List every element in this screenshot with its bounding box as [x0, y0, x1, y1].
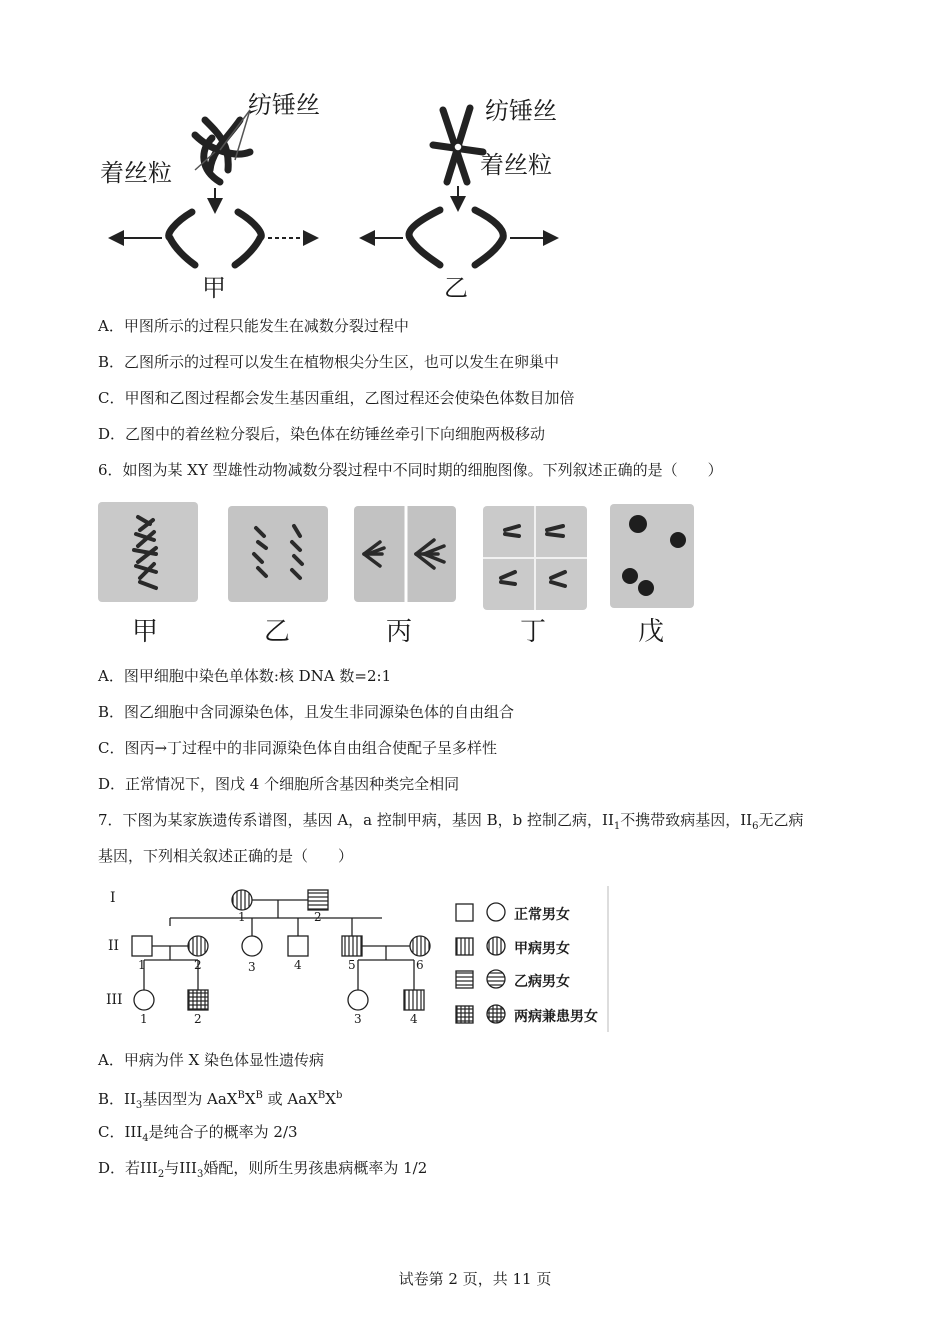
q7-option-c: C．$III_4$是纯合子的概率为 2/3	[98, 1123, 298, 1144]
pedigree-chart	[100, 884, 612, 1034]
cell-photo-yi	[228, 506, 328, 602]
num-III-3: 3	[354, 1012, 362, 1026]
num-II-3: 3	[248, 960, 256, 974]
num-I-1: 1	[238, 910, 246, 924]
caption-wu-q6: 戊	[638, 617, 665, 647]
num-I-2: 2	[314, 910, 322, 924]
q7-stem-line2: 基因，下列相关叙述正确的是（ ）	[98, 847, 354, 865]
q6-stem: 6．如图为某 XY 型雄性动物减数分裂过程中不同时期的细胞图像。下列叙述正确的是（ ）	[98, 461, 723, 479]
spindle-label-yi: 纺锤丝	[485, 97, 557, 125]
q5-option-d: D．乙图中的着丝粒分裂后，染色体在纺锤丝牵引下向细胞两极移动	[98, 425, 546, 443]
q7-stem-line1: 7．下图为某家族遗传系谱图，基因 A，a 控制甲病，基因 B，b 控制乙病，$II_1$不携带致病基因，$II_6$无乙病	[98, 811, 804, 832]
num-III-4: 4	[410, 1012, 418, 1026]
legend-both: 两病兼患男女	[514, 1009, 598, 1025]
chromosome-diagram-yi	[355, 90, 595, 305]
q5-option-a: A．甲图所示的过程只能发生在减数分裂过程中	[98, 317, 409, 335]
figure-q5	[100, 90, 580, 305]
q5-option-c: C．甲图和乙图过程都会发生基因重组，乙图过程还会使染色体数目加倍	[98, 389, 575, 407]
cell-photo-jia	[98, 502, 198, 602]
q7-option-d: D．若$III_2$与$III_3$婚配，则所生男孩患病概率为 1/2	[98, 1159, 428, 1180]
centromere-label-jia: 着丝粒	[100, 159, 172, 187]
spindle-label-jia: 纺锤丝	[248, 91, 320, 119]
cell-photo-ding	[483, 506, 587, 610]
num-II-1: 1	[138, 958, 146, 972]
caption-jia-q6: 甲	[132, 617, 159, 647]
num-II-4: 4	[294, 958, 302, 972]
gen-label-3: III	[106, 992, 123, 1008]
page-footer: 试卷第 2 页，共 11 页	[398, 1270, 552, 1288]
caption-yi: 乙	[444, 274, 468, 302]
gen-label-1: I	[110, 890, 116, 906]
centromere-label-yi: 着丝粒	[480, 151, 552, 179]
chromosome-diagram-jia	[100, 90, 340, 305]
caption-ding-q6: 丁	[520, 617, 547, 647]
legend-normal: 正常男女	[514, 907, 570, 923]
num-II-5: 5	[348, 958, 356, 972]
legend-jia: 甲病男女	[514, 941, 570, 957]
gen-label-2: II	[108, 938, 120, 954]
q6-option-d: D．正常情况下，图戊 4 个细胞所含基因种类完全相同	[98, 775, 460, 793]
q7-option-b: B．$II_3$基因型为 $AaX^BX^B$ 或 $AaX^BX^b$	[98, 1090, 343, 1111]
q6-option-c: C．图丙→丁过程中的非同源染色体自由组合使配子呈多样性	[98, 739, 498, 757]
caption-yi-q6: 乙	[264, 617, 291, 647]
q7-option-a: A．甲病为伴 X 染色体显性遗传病	[98, 1051, 325, 1069]
caption-bing-q6: 丙	[386, 617, 413, 647]
q6-option-b: B．图乙细胞中含同源染色体，且发生非同源染色体的自由组合	[98, 703, 515, 721]
q6-option-a: A．图甲细胞中染色单体数:核 DNA 数=2:1	[98, 667, 392, 685]
num-III-1: 1	[140, 1012, 148, 1026]
q5-option-b: B．乙图所示的过程可以发生在植物根尖分生区，也可以发生在卵巢中	[98, 353, 560, 371]
num-II-2: 2	[194, 958, 202, 972]
figure-q6	[98, 500, 698, 660]
cell-photo-wu	[610, 504, 694, 608]
num-II-6: 6	[416, 958, 424, 972]
legend-yi: 乙病男女	[514, 974, 570, 990]
num-III-2: 2	[194, 1012, 202, 1026]
cell-photo-bing	[354, 506, 456, 602]
caption-jia: 甲	[202, 274, 226, 302]
